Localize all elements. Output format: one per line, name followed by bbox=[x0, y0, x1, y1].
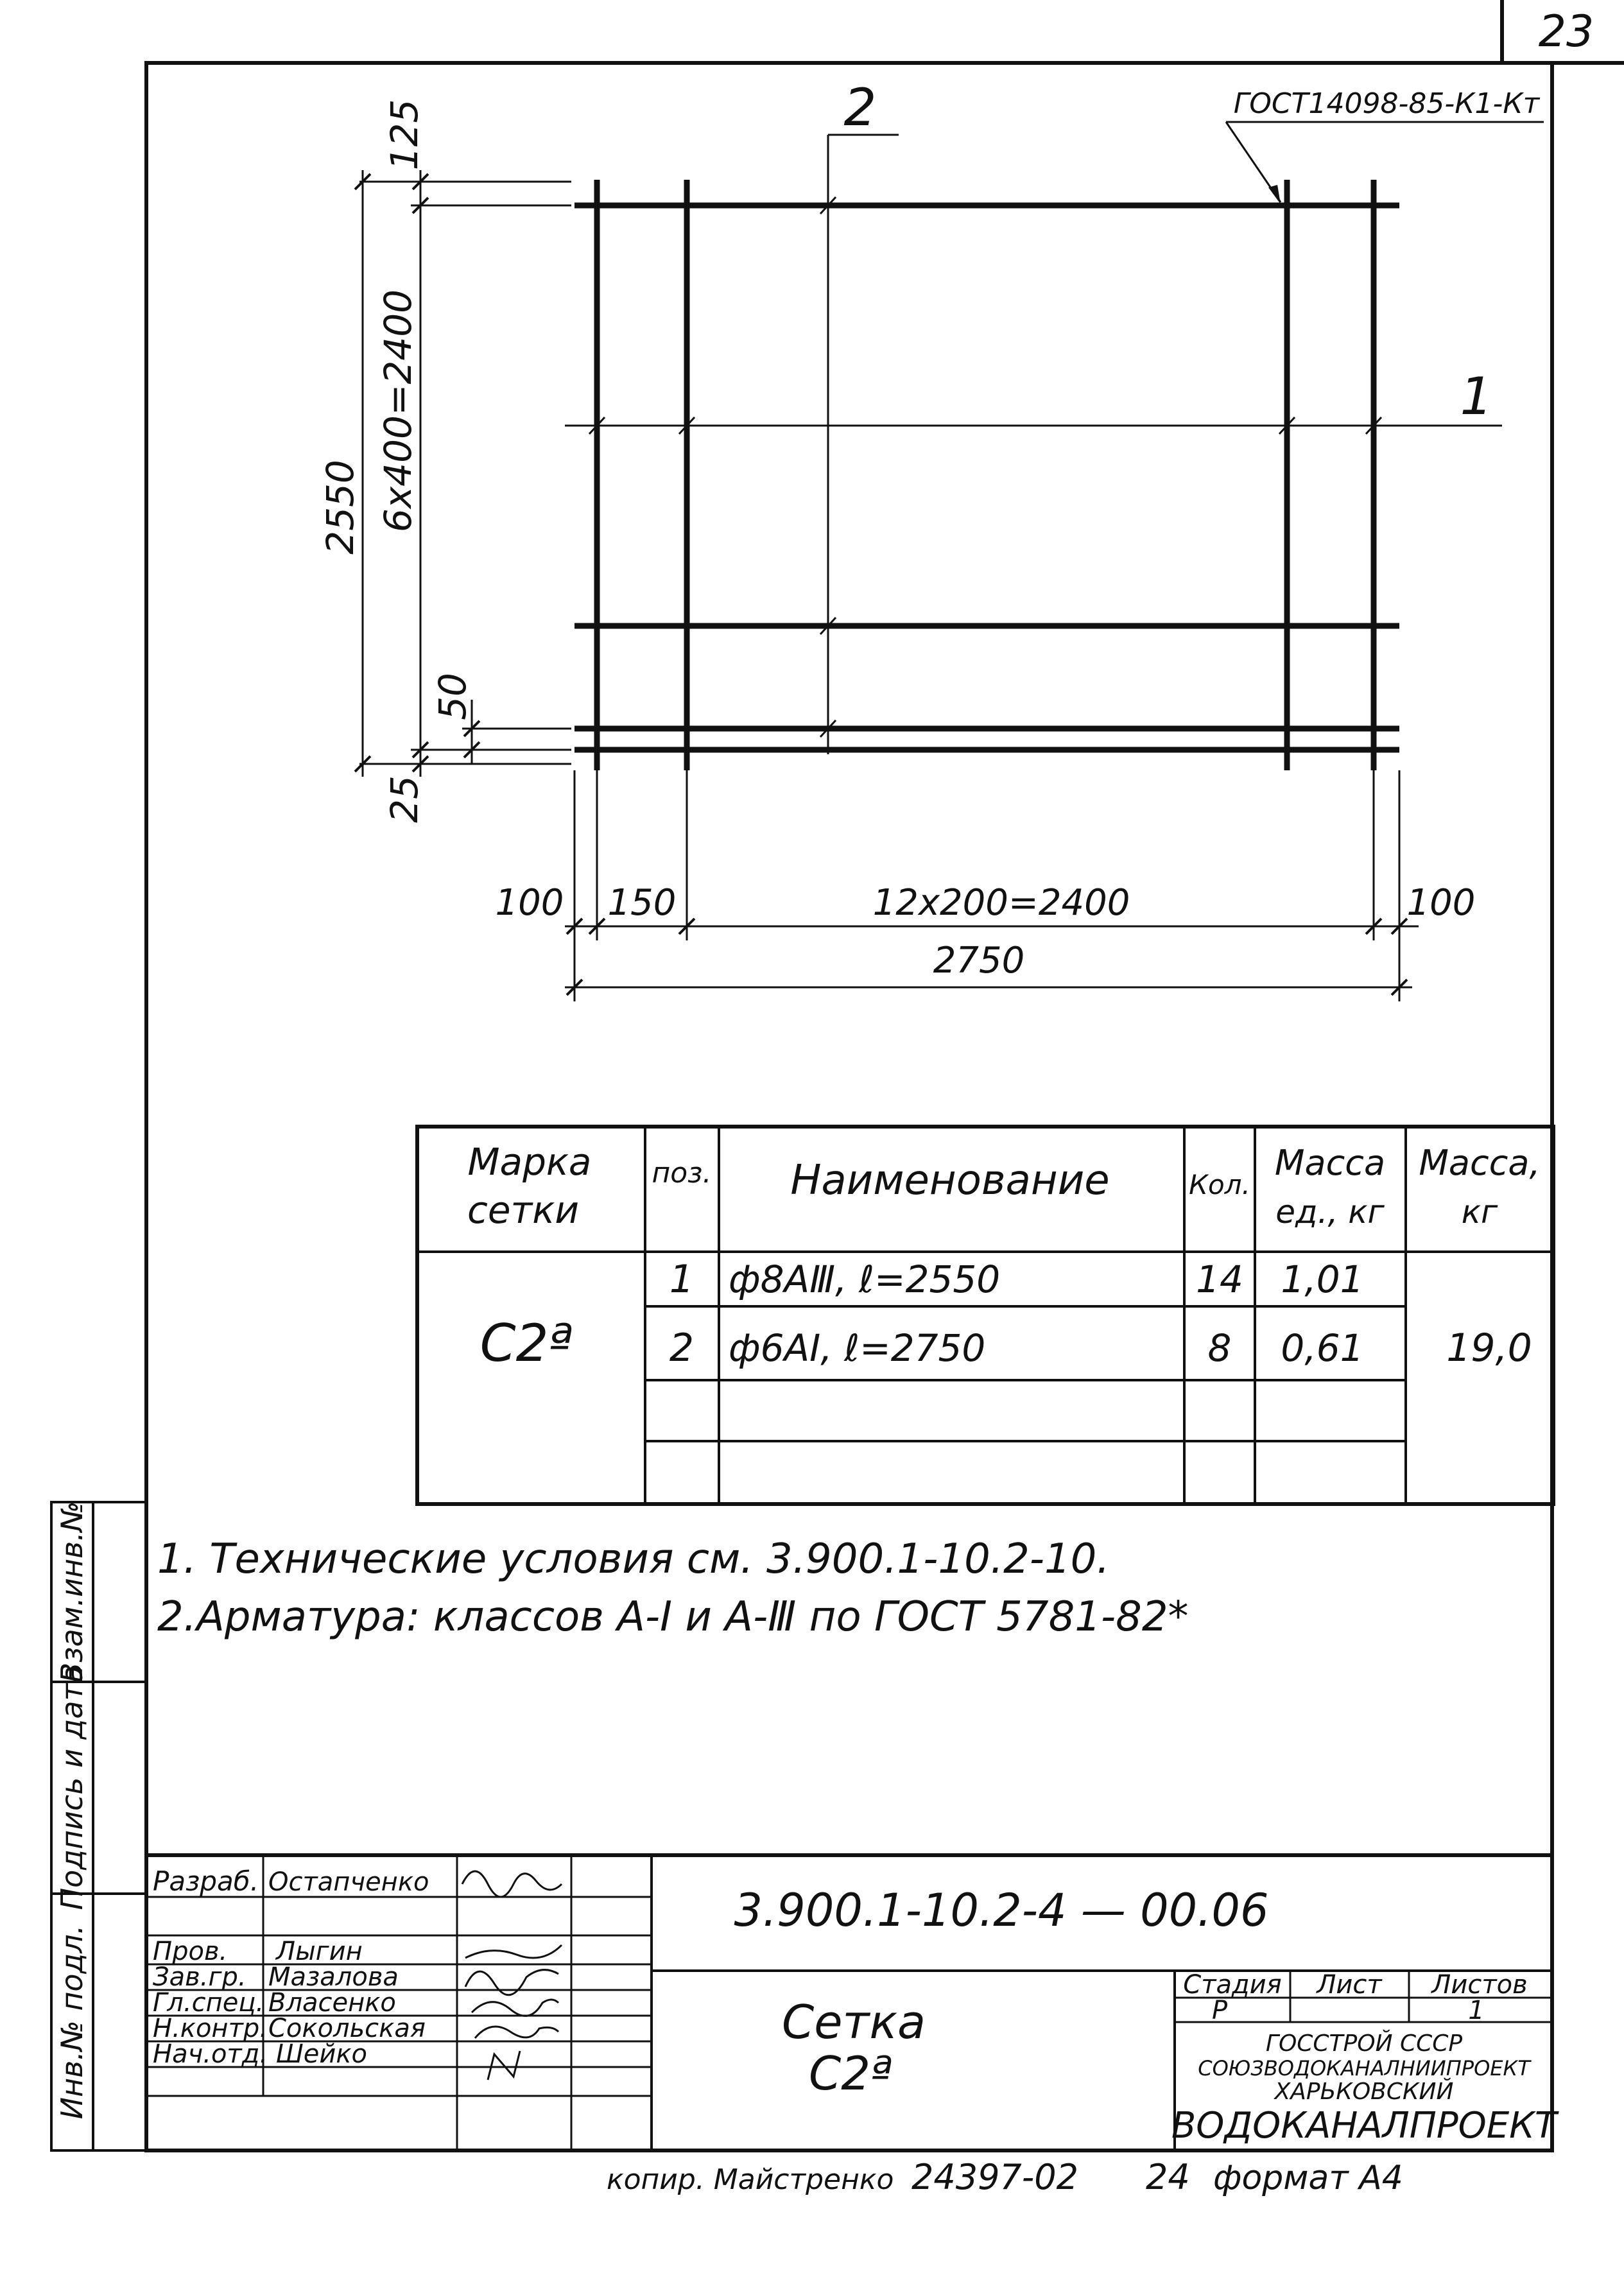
notes bbox=[157, 1535, 1189, 1641]
dim-6x400: 6x400=2400 bbox=[376, 289, 420, 533]
role-name: Сокольская bbox=[268, 2014, 426, 2043]
note-2: 2.Арматура: классов А-Ⅰ и А-Ⅲ по ГОСТ 5781-82* bbox=[157, 1593, 1189, 1641]
sheets-value: 1 bbox=[1468, 1996, 1485, 2025]
table-row bbox=[669, 1326, 1364, 1371]
sheet-number: 23 bbox=[1538, 6, 1594, 57]
note-1: 1. Технические условия см. 3.900.1-10.2-10. bbox=[157, 1535, 1110, 1583]
dim-150: 150 bbox=[607, 882, 677, 924]
org-line-4: ВОДОКАНАЛПРОЕКТ bbox=[1171, 2105, 1557, 2147]
sheets-label: Листов bbox=[1431, 1970, 1528, 2000]
mesh-mark: С2ª bbox=[479, 1313, 573, 1373]
header-setki: сетки bbox=[467, 1188, 580, 1232]
row-pos: 2 bbox=[669, 1326, 695, 1371]
row-name: ф6АⅠ, ℓ=2750 bbox=[729, 1326, 986, 1370]
podpis-data-label: Подпись и дата bbox=[55, 1665, 89, 1910]
sheet-number-box bbox=[1502, 0, 1624, 63]
row-pos: 1 bbox=[669, 1257, 695, 1302]
spec-table bbox=[417, 1127, 1553, 1504]
header-name: Наименование bbox=[790, 1157, 1110, 1204]
position-leader-2 bbox=[828, 78, 899, 137]
footer-copied: копир. Майстренко bbox=[607, 2163, 894, 2196]
role-label: Пров. bbox=[153, 1937, 228, 1966]
stage-value: Р bbox=[1211, 1996, 1228, 2025]
gost-note: ГОСТ14098-85-К1-Кт bbox=[1233, 87, 1540, 120]
role-name: Власенко bbox=[268, 1988, 396, 2018]
dim-2750: 2750 bbox=[933, 940, 1025, 982]
row-unit-mass: 0,61 bbox=[1281, 1326, 1364, 1370]
vertical-dimensions bbox=[318, 99, 571, 823]
signatures bbox=[462, 1871, 562, 2080]
total-mass: 19,0 bbox=[1446, 1326, 1532, 1371]
header-mass-unit: Масса bbox=[1274, 1143, 1386, 1183]
header-poz: поз. bbox=[652, 1157, 712, 1189]
dim-50: 50 bbox=[431, 673, 474, 720]
stage-label: Стадия bbox=[1183, 1970, 1282, 2000]
org-line-3: ХАРЬКОВСКИЙ bbox=[1274, 2079, 1454, 2105]
role-row bbox=[153, 2039, 367, 2069]
org-line-1: ГОССТРОЙ СССР bbox=[1265, 2030, 1463, 2057]
header-mass-unit-kg: ед., кг bbox=[1275, 1193, 1385, 1231]
dim-100-right: 100 bbox=[1406, 882, 1476, 924]
inv-podl-label: Инв.№ подл. bbox=[55, 1925, 89, 2120]
footer-format: формат А4 bbox=[1213, 2159, 1403, 2197]
title-line-2: С2ª bbox=[808, 2046, 893, 2100]
role-label: Разраб. bbox=[153, 1865, 259, 1897]
side-stamp bbox=[51, 1501, 146, 2150]
dim-2550: 2550 bbox=[318, 460, 362, 555]
row-name: ф8АⅢ, ℓ=2550 bbox=[729, 1258, 1001, 1301]
role-name: Мазалова bbox=[268, 1962, 399, 1992]
sheet-label: Лист bbox=[1317, 1970, 1382, 2000]
header-marka: Марка bbox=[467, 1140, 592, 1184]
row-unit-mass: 1,01 bbox=[1281, 1258, 1364, 1301]
role-label: Зав.гр. bbox=[153, 1962, 246, 1992]
header-mass-kg: кг bbox=[1461, 1193, 1498, 1231]
role-label: Н.контр. bbox=[153, 2014, 268, 2043]
role-name: Шейко bbox=[276, 2039, 368, 2069]
row-qty: 8 bbox=[1207, 1326, 1232, 1370]
role-row bbox=[153, 1865, 429, 1897]
position-leader-1 bbox=[1380, 367, 1502, 426]
position-label-1: 1 bbox=[1460, 367, 1493, 426]
header-mass: Масса, bbox=[1419, 1143, 1541, 1183]
position-label-2: 2 bbox=[843, 78, 877, 137]
title-block bbox=[146, 1855, 1559, 2150]
header-qty: Кол. bbox=[1189, 1169, 1250, 1200]
role-label: Гл.спец. bbox=[153, 1988, 264, 2018]
dim-12x200: 12x200=2400 bbox=[872, 882, 1130, 924]
dim-25: 25 bbox=[383, 775, 426, 823]
footer-number: 24397-02 bbox=[911, 2157, 1078, 2197]
vzam-inv-label: Взам.инв.№ bbox=[55, 1501, 89, 1683]
table-row bbox=[669, 1257, 1364, 1302]
role-name: Остапченко bbox=[268, 1867, 429, 1897]
mesh-drawing bbox=[318, 78, 1544, 1001]
horizontal-dimensions bbox=[496, 770, 1476, 1001]
footer bbox=[607, 2157, 1403, 2197]
drawing-frame bbox=[146, 63, 1552, 2150]
dim-100-left: 100 bbox=[495, 882, 564, 924]
footer-page: 24 bbox=[1146, 2157, 1190, 2197]
dim-125: 125 bbox=[383, 99, 426, 171]
title-line-1: Сетка bbox=[781, 1995, 926, 2049]
role-name: Лыгин bbox=[276, 1937, 363, 1966]
org-line-2: СОЮЗВОДОКАНАЛНИИПРОЕКТ bbox=[1198, 2056, 1530, 2080]
role-label: Нач.отд. bbox=[153, 2039, 268, 2069]
designation: 3.900.1-10.2-4 — 00.06 bbox=[734, 1884, 1269, 1937]
gost-leader bbox=[1226, 87, 1544, 204]
row-qty: 14 bbox=[1196, 1258, 1243, 1301]
